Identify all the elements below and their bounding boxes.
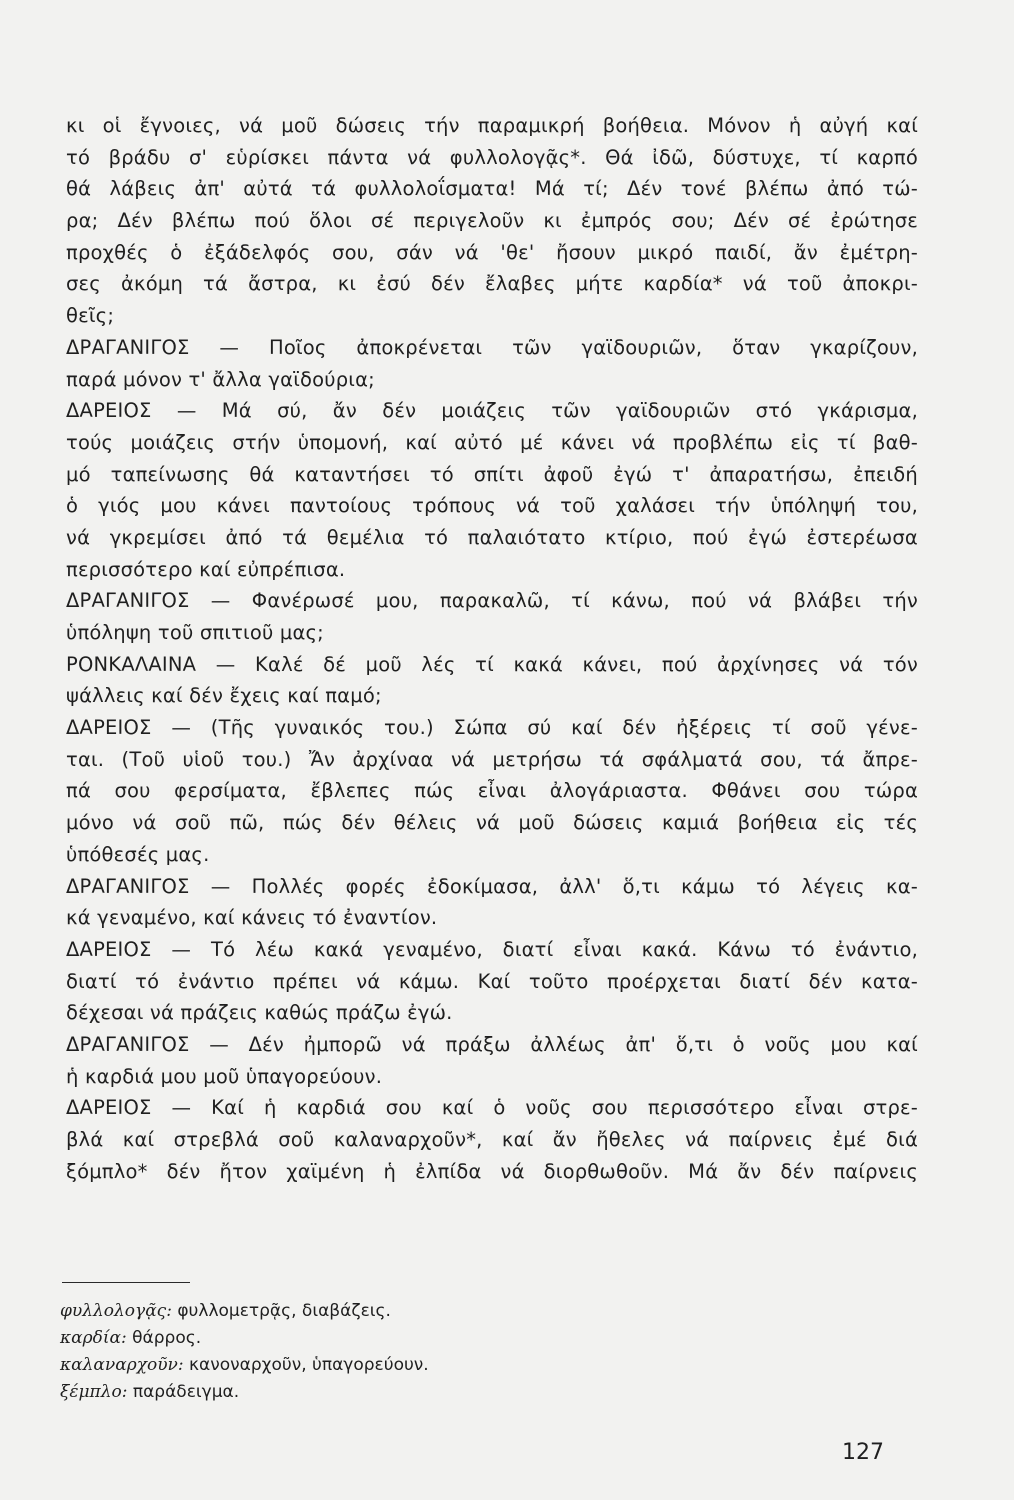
text-line: ὁ γιός μου κάνει παντοίους τρόπους νά τοῦ χαλάσει τήν ὑπόληψή του, (66, 494, 918, 518)
text-line: ΡΟΝΚΑΛΑΙΝΑ — Καλέ δέ μοῦ λές τί κακά κάνει, πού ἀρχίνησες νά τόν (66, 652, 918, 676)
footnote-gloss: φυλλομετρᾷς, διαβάζεις. (177, 1301, 391, 1321)
text-line: μό ταπείνωσης θά καταντήσει τό σπίτι ἀφοῦ ἐγώ τ' ἀπαρατήσω, ἐπειδή (66, 462, 918, 486)
footnote-gloss: παράδειγμα. (132, 1382, 240, 1402)
footnote (60, 1298, 660, 1324)
text-line: ψάλλεις καί δέν ἔχεις καί παμό; (66, 684, 382, 708)
footnote (60, 1325, 660, 1351)
text-line: ται. (Τοῦ υἱοῦ του.) Ἄν ἀρχίναα νά μετρήσω τά σφάλματά σου, τά ἄπρε- (66, 747, 918, 771)
text-line: σες ἀκόμη τά ἄστρα, κι ἐσύ δέν ἔλαβες μήτε καρδία* νά τοῦ ἀποκρι- (66, 272, 918, 296)
text-line: ὑπόθεσές μας. (66, 842, 210, 866)
page-number: 127 (842, 1440, 884, 1465)
text-line: διατί τό ἐνάντιο πρέπει νά κάμω. Καί τοῦτο προέρχεται διατί δέν κατα- (66, 969, 918, 993)
main-text (66, 112, 918, 1189)
text-line: τούς μοιάζεις στήν ὑπομονή, καί αὐτό μέ κάνει νά προβλέπω εἰς τί βαθ- (66, 430, 918, 454)
text-line: προχθές ὁ ἐξάδελφός σου, σάν νά 'θε' ἤσουν μικρό παιδί, ἄν ἐμέτρη- (66, 240, 918, 264)
text-line: ΔΡΑΓΑΝΙΓΟΣ — Ποῖος ἀποκρένεται τῶν γαϊδουριῶν, ὅταν γκαρίζουν, (66, 335, 918, 359)
footnotes (60, 1298, 660, 1406)
text-line: ΔΑΡΕΙΟΣ — Καί ἡ καρδιά σου καί ὁ νοῦς σου περισσότερο εἶναι στρε- (66, 1096, 918, 1120)
footnote-term: καλαναρχοῦν: (60, 1355, 184, 1375)
text-line: ΔΑΡΕΙΟΣ — Τό λέω κακά γεναμένο, διατί εἶναι κακά. Κάνω τό ἐνάντιο, (66, 937, 918, 961)
text-line: ΔΡΑΓΑΝΙΓΟΣ — Δέν ἠμπορῶ νά πράξω ἀλλέως ἀπ' ὅ,τι ὁ νοῦς μου καί (66, 1032, 918, 1056)
text-line: κι οἱ ἔγνοιες, νά μοῦ δώσεις τήν παραμικρή βοήθεια. Μόνον ἡ αὐγή καί (66, 114, 918, 137)
footnote-term: ξέμπλο: (60, 1382, 128, 1402)
text-line: βλά καί στρεβλά σοῦ καλαναρχοῦν*, καί ἄν ἤθελες νά παίρνεις ἐμέ διά (66, 1128, 918, 1151)
text-line: κά γεναμένο, καί κάνεις τό ἐναντίον. (66, 906, 438, 930)
text-line: ἡ καρδιά μου μοῦ ὑπαγορεύουν. (66, 1064, 383, 1088)
footnote-gloss: κανοναρχοῦν, ὑπαγορεύουν. (189, 1355, 429, 1375)
text-line: θεῖς; (66, 304, 115, 328)
text-line: περισσότερο καί εὐπρέπισα. (66, 557, 346, 581)
footnote (60, 1352, 660, 1378)
text-line: παρά μόνον τ' ἄλλα γαϊδούρια; (66, 367, 375, 391)
text-line: ρα; Δέν βλέπω πού ὅλοι σέ περιγελοῦν κι ἐμπρός σου; Δέν σέ ἐρώτησε (66, 209, 918, 233)
text-line: ὑπόληψη τοῦ σπιτιοῦ μας; (66, 621, 324, 644)
text-line: δέχεσαι νά πράζεις καθώς πράζω ἐγώ. (66, 1001, 453, 1025)
text-line: ΔΑΡΕΙΟΣ — Μά σύ, ἄν δέν μοιάζεις τῶν γαϊδουριῶν στό γκάρισμα, (66, 399, 918, 423)
footnote-term: φυλλολογᾷς: (60, 1301, 172, 1321)
text-line: πά σου φερσίματα, ἔβλεπες πώς εἶναι ἀλογάριαστα. Φθάνει σου τώρα (66, 779, 918, 803)
text-line: μόνο νά σοῦ πῶ, πώς δέν θέλεις νά μοῦ δώσεις καμιά βοήθεια εἰς τές (66, 811, 918, 835)
text-line: τό βράδυ σ' εὑρίσκει πάντα νά φυλλολογᾷς*. Θά ἰδῶ, δύστυχε, τί καρπό (66, 145, 918, 169)
footnote-term: καρδία: (60, 1328, 127, 1348)
footnote-divider (62, 1282, 190, 1283)
text-line: ΔΡΑΓΑΝΙΓΟΣ — Φανέρωσέ μου, παρακαλῶ, τί κάνω, πού νά βλάβει τήν (66, 589, 918, 613)
text-line: ξόμπλο* δέν ἤτον χαϊμένη ἡ ἐλπίδα νά διορθωθοῦν. Μά ἄν δέν παίρνεις (66, 1159, 918, 1183)
text-line: ΔΑΡΕΙΟΣ — (Τῆς γυναικός του.) Σώπα σύ καί δέν ἠξέρεις τί σοῦ γένε- (66, 716, 918, 740)
footnote (60, 1379, 660, 1405)
footnote-gloss: θάρρος. (132, 1328, 202, 1348)
text-line: ΔΡΑΓΑΝΙΓΟΣ — Πολλές φορές ἐδοκίμασα, ἀλλ' ὅ,τι κάμω τό λέγεις κα- (66, 874, 918, 898)
text-line: θά λάβεις ἀπ' αὐτά τά φυλλολοΐσματα! Μά τί; Δέν τονέ βλέπω ἀπό τώ- (66, 177, 918, 201)
text-line: νά γκρεμίσει ἀπό τά θεμέλια τό παλαιότατο κτίριο, πού ἐγώ ἐστερέωσα (66, 525, 918, 549)
